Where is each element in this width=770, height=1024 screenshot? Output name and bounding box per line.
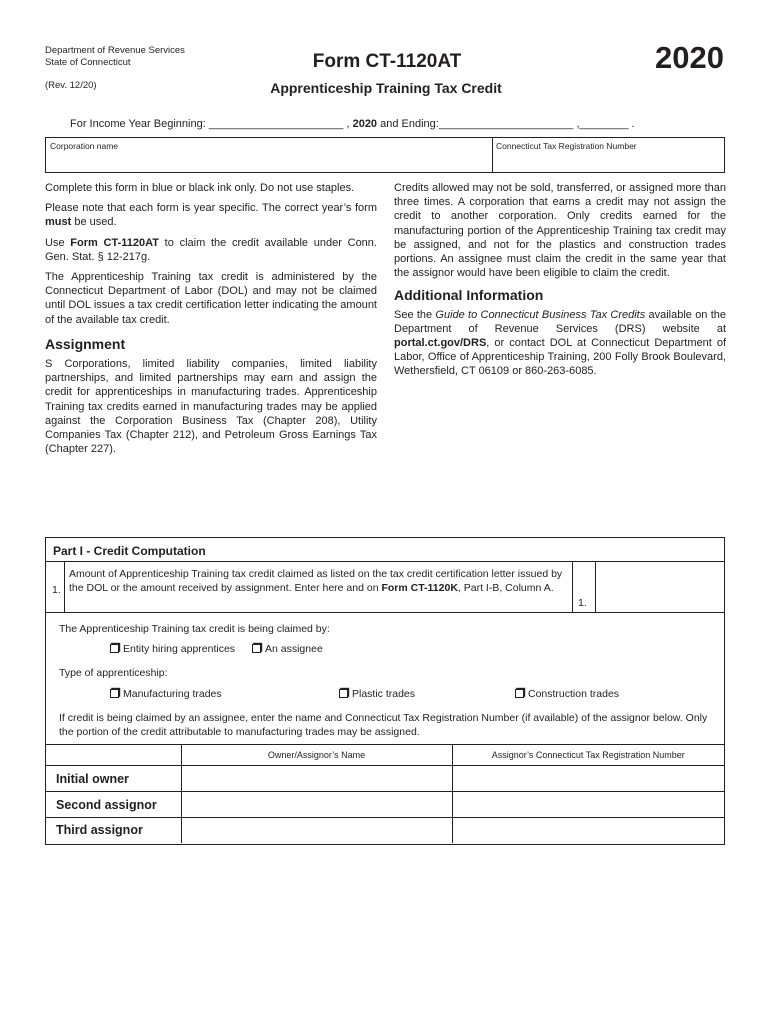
usage-note: Use Form CT-1120AT to claim the credit available under Conn. Gen. Stat. § 12-217g.: [45, 236, 377, 263]
apprenticeship-type-label: Type of apprenticeship:: [59, 667, 168, 679]
entity-checkbox[interactable]: Entity hiring apprentices: [110, 643, 235, 655]
income-year-line[interactable]: [70, 118, 635, 130]
checkbox-icon: [110, 689, 119, 698]
initial-owner-name-input[interactable]: [181, 766, 452, 792]
income-year-value: 2020: [352, 118, 378, 130]
part1-credit-computation: [45, 537, 725, 845]
registration-number-field[interactable]: Connecticut Tax Registration Number: [496, 141, 637, 151]
line1-row: [46, 562, 724, 613]
field-divider: [492, 138, 493, 172]
claimed-by-label: The Apprenticeship Training tax credit is being claimed by:: [59, 623, 330, 635]
line1-label: 1.: [572, 562, 596, 612]
department-header: [45, 45, 185, 69]
row-label-third-assignor: Third assignor: [46, 818, 181, 843]
checkbox-icon: [339, 689, 348, 698]
second-assignor-name-input[interactable]: [181, 792, 452, 818]
checkbox-icon: [515, 689, 524, 698]
plastic-checkbox[interactable]: Plastic trades: [339, 688, 415, 700]
part1-title: Part I - Credit Computation: [46, 538, 724, 562]
line1-description: Amount of Apprenticeship Training tax credit claimed as listed on the tax credit certification letter issued by the DOL or the amount received by assignment. Enter here and on Form CT-1120K, Part I-B, Column A.: [69, 568, 563, 594]
corporation-name-field[interactable]: Corporation name: [50, 141, 119, 151]
second-assignor-reg-input[interactable]: [452, 792, 724, 818]
administration-note: The Apprenticeship Training tax credit is administered by the Connecticut Department of Labor (DOL) and may not be claimed until DOL issues a tax credit certification letter indicating the amount of the available tax credit.: [45, 271, 377, 326]
form-title: Form CT-1120AT: [312, 51, 462, 72]
row-label-initial-owner: Initial owner: [46, 766, 181, 792]
table-row: [46, 818, 724, 843]
assignment-heading: Assignment: [45, 335, 126, 352]
assignee-checkbox[interactable]: An assignee: [252, 643, 323, 655]
drs-website-link[interactable]: portal.ct.gov/DRS: [394, 337, 487, 350]
income-year-suffix: and Ending:______________________ ,________ .: [377, 118, 635, 130]
table-row: [46, 766, 724, 792]
construction-checkbox[interactable]: Construction trades: [515, 688, 619, 700]
third-assignor-reg-input[interactable]: [452, 818, 724, 843]
additional-info-text: See the Guide to Connecticut Business Tax Credits available on the Department of Revenue Services (DRS) website at portal.ct.gov/DRS, or contact DOL at Connecticut Department of Labor, Office of Apprenticeship Training, 200 Folly Brook Boulevard, Wethersfield, CT 06109 or 860-263-6085.: [394, 308, 726, 378]
taxpayer-info-box: [45, 137, 725, 173]
assignor-table-header: [46, 745, 724, 766]
table-row: [46, 792, 724, 818]
checkbox-icon: [110, 644, 119, 653]
revision-date: (Rev. 12/20): [45, 80, 97, 91]
row-label-second-assignor: Second assignor: [46, 792, 181, 818]
credits-transfer-text: Credits allowed may not be sold, transferred, or assigned more than three times. A corporation that earns a credit may not assign the credit to another corporation. Only credits earned for the manufacturing portion of the Apprenticeship Training tax credit may be assigned, and not for the plastics and construction trades portions. An assignee must claim the credit in the same year that the assignor would have been eligible to claim the credit.: [394, 182, 726, 280]
col-reg-header: Assignor’s Connecticut Tax Registration Number: [452, 745, 724, 766]
col-name-header: Owner/Assignor’s Name: [181, 745, 452, 766]
assignment-text: S Corporations, limited liability companies, limited liability partnerships, and limited partnerships may earn and assign the credit for apprenticeships in manufacturing trades. Apprenticeship Training tax credits earned in manufacturing trades may be applied against the Corporation Business Tax (Chapter 208), Utility Companies Tax (Chapter 212), and Petroleum Gross Earnings Tax (Chapter 227).: [45, 358, 377, 456]
third-assignor-name-input[interactable]: [181, 818, 452, 843]
income-year-prefix: For Income Year Beginning: ______________________ ,: [70, 118, 353, 130]
year-specific-note: Please note that each form is year specific. The correct year’s form must be used.: [45, 202, 377, 229]
line1-number: 1.: [46, 562, 65, 612]
dept-name: Department of Revenue Services: [45, 45, 185, 56]
instructions-right-column: [394, 181, 726, 385]
instructions-left-column: [45, 181, 377, 462]
form-subtitle: Apprenticeship Training Tax Credit: [270, 80, 502, 96]
state-name: State of Connecticut: [45, 57, 131, 68]
initial-owner-reg-input[interactable]: [452, 766, 724, 792]
assignee-note: If credit is being claimed by an assignee, enter the name and Connecticut Tax Registration Number (if available) of the assignor below. Only the portion of the credit attributable to manufacturing trades may be assigned.: [59, 712, 708, 738]
tax-year: 2020: [655, 40, 724, 75]
assignor-table: [46, 744, 724, 843]
additional-info-heading: Additional Information: [394, 287, 544, 304]
manufacturing-checkbox[interactable]: Manufacturing trades: [110, 688, 222, 700]
checkbox-icon: [252, 644, 261, 653]
ink-instruction: Complete this form in blue or black ink only. Do not use staples.: [45, 182, 355, 194]
